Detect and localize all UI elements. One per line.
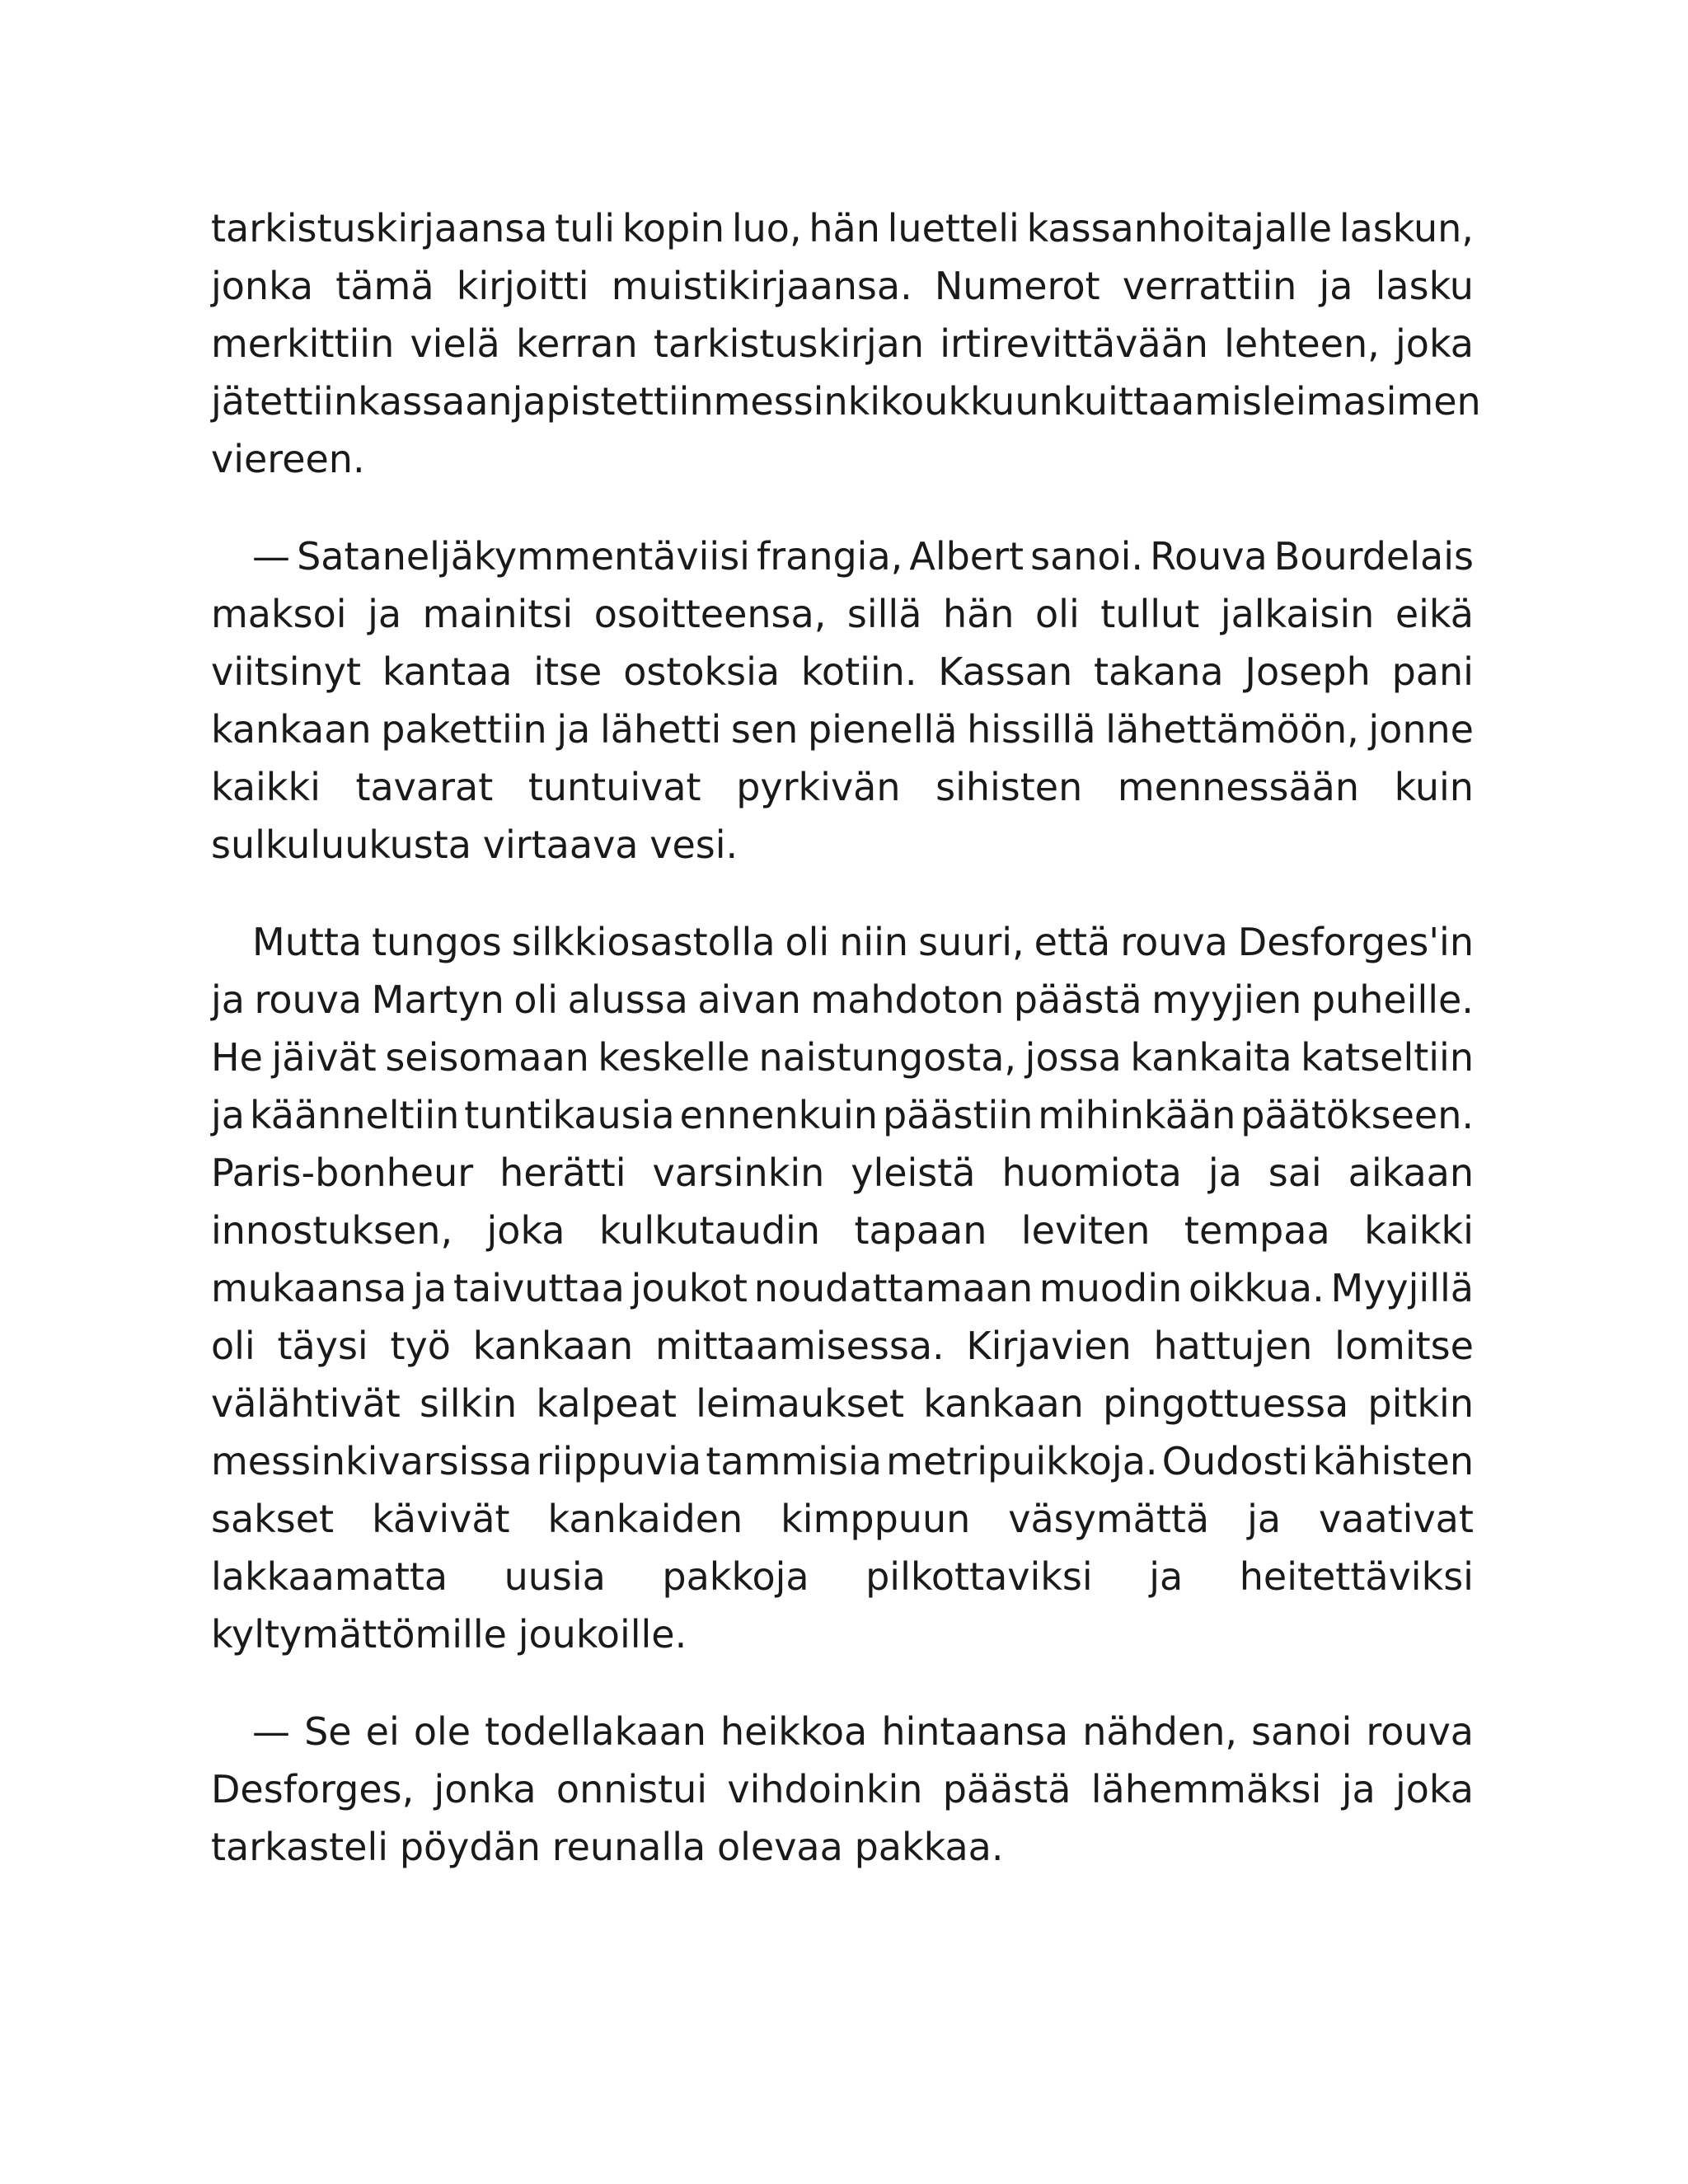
text-line: maksoi ja mainitsi osoitteensa, sillä hän oli tullut jalkaisin eikä bbox=[211, 592, 1474, 636]
text-line: Mutta tungos silkkiosastolla oli niin suuri, että rouva Desforges'in bbox=[252, 920, 1474, 964]
text-line: kaikki tavarat tuntuivat pyrkivän sihisten mennessään kuin bbox=[211, 765, 1474, 809]
text-line: — Sataneljäkymmentäviisi frangia, Albert sanoi. Rouva Bourdelais bbox=[252, 534, 1474, 579]
text-line: lakkaamatta uusia pakkoja pilkottaviksi ja heitettäviksi bbox=[211, 1554, 1474, 1599]
text-line: tarkistuskirjaansa tuli kopin luo, hän luetteli kassanhoitajalle laskun, bbox=[211, 206, 1474, 251]
text-line: Desforges, jonka onnistui vihdoinkin päästä lähemmäksi ja joka bbox=[211, 1767, 1474, 1811]
text-line: sakset kävivät kankaiden kimppuun väsymättä ja vaativat bbox=[211, 1497, 1474, 1541]
text-line: merkittiin vielä kerran tarkistuskirjan irtirevittävään lehteen, joka bbox=[211, 321, 1474, 366]
text-line: ja käänneltiin tuntikausia ennenkuin päästiin mihinkään päätökseen. bbox=[211, 1093, 1474, 1137]
text-line: kyltymättömille joukoille. bbox=[211, 1612, 687, 1657]
text-line: innostuksen, joka kulkutaudin tapaan leviten tempaa kaikki bbox=[211, 1208, 1474, 1253]
text-line: messinkivarsissa riippuvia tammisia metripuikkoja. Oudosti kähisten bbox=[211, 1439, 1474, 1483]
text-line: viitsinyt kantaa itse ostoksia kotiin. Kassan takana Joseph pani bbox=[211, 649, 1474, 694]
text-line: jonka tämä kirjoitti muistikirjaansa. Numerot verrattiin ja lasku bbox=[211, 264, 1474, 308]
text-line: sulkuluukusta virtaava vesi. bbox=[211, 823, 738, 867]
text-line: tarkasteli pöydän reunalla olevaa pakkaa. bbox=[211, 1825, 1004, 1869]
text-line: viereen. bbox=[211, 437, 365, 481]
text-line: Paris-bonheur herätti varsinkin yleistä huomiota ja sai aikaan bbox=[211, 1151, 1474, 1195]
text-line: He jäivät seisomaan keskelle naistungosta, jossa kankaita katseltiin bbox=[211, 1035, 1474, 1080]
text-line: mukaansa ja taivuttaa joukot noudattamaan muodin oikkua. Myyjillä bbox=[211, 1266, 1474, 1310]
text-line: — Se ei ole todellakaan heikkoa hintaansa nähden, sanoi rouva bbox=[252, 1709, 1474, 1754]
text-line: oli täysi työ kankaan mittaamisessa. Kirjavien hattujen lomitse bbox=[211, 1324, 1474, 1368]
text-line: välähtivät silkin kalpeat leimaukset kankaan pingottuessa pitkin bbox=[211, 1381, 1474, 1426]
text-line: jätettiin kassaan ja pistettiin messinkikoukkuun kuittaamisleimasimen bbox=[211, 379, 1481, 424]
text-line: kankaan pakettiin ja lähetti sen pienellä hissillä lähettämöön, jonne bbox=[211, 707, 1474, 752]
text-line: ja rouva Martyn oli alussa aivan mahdoton päästä myyjien puheille. bbox=[211, 977, 1474, 1022]
